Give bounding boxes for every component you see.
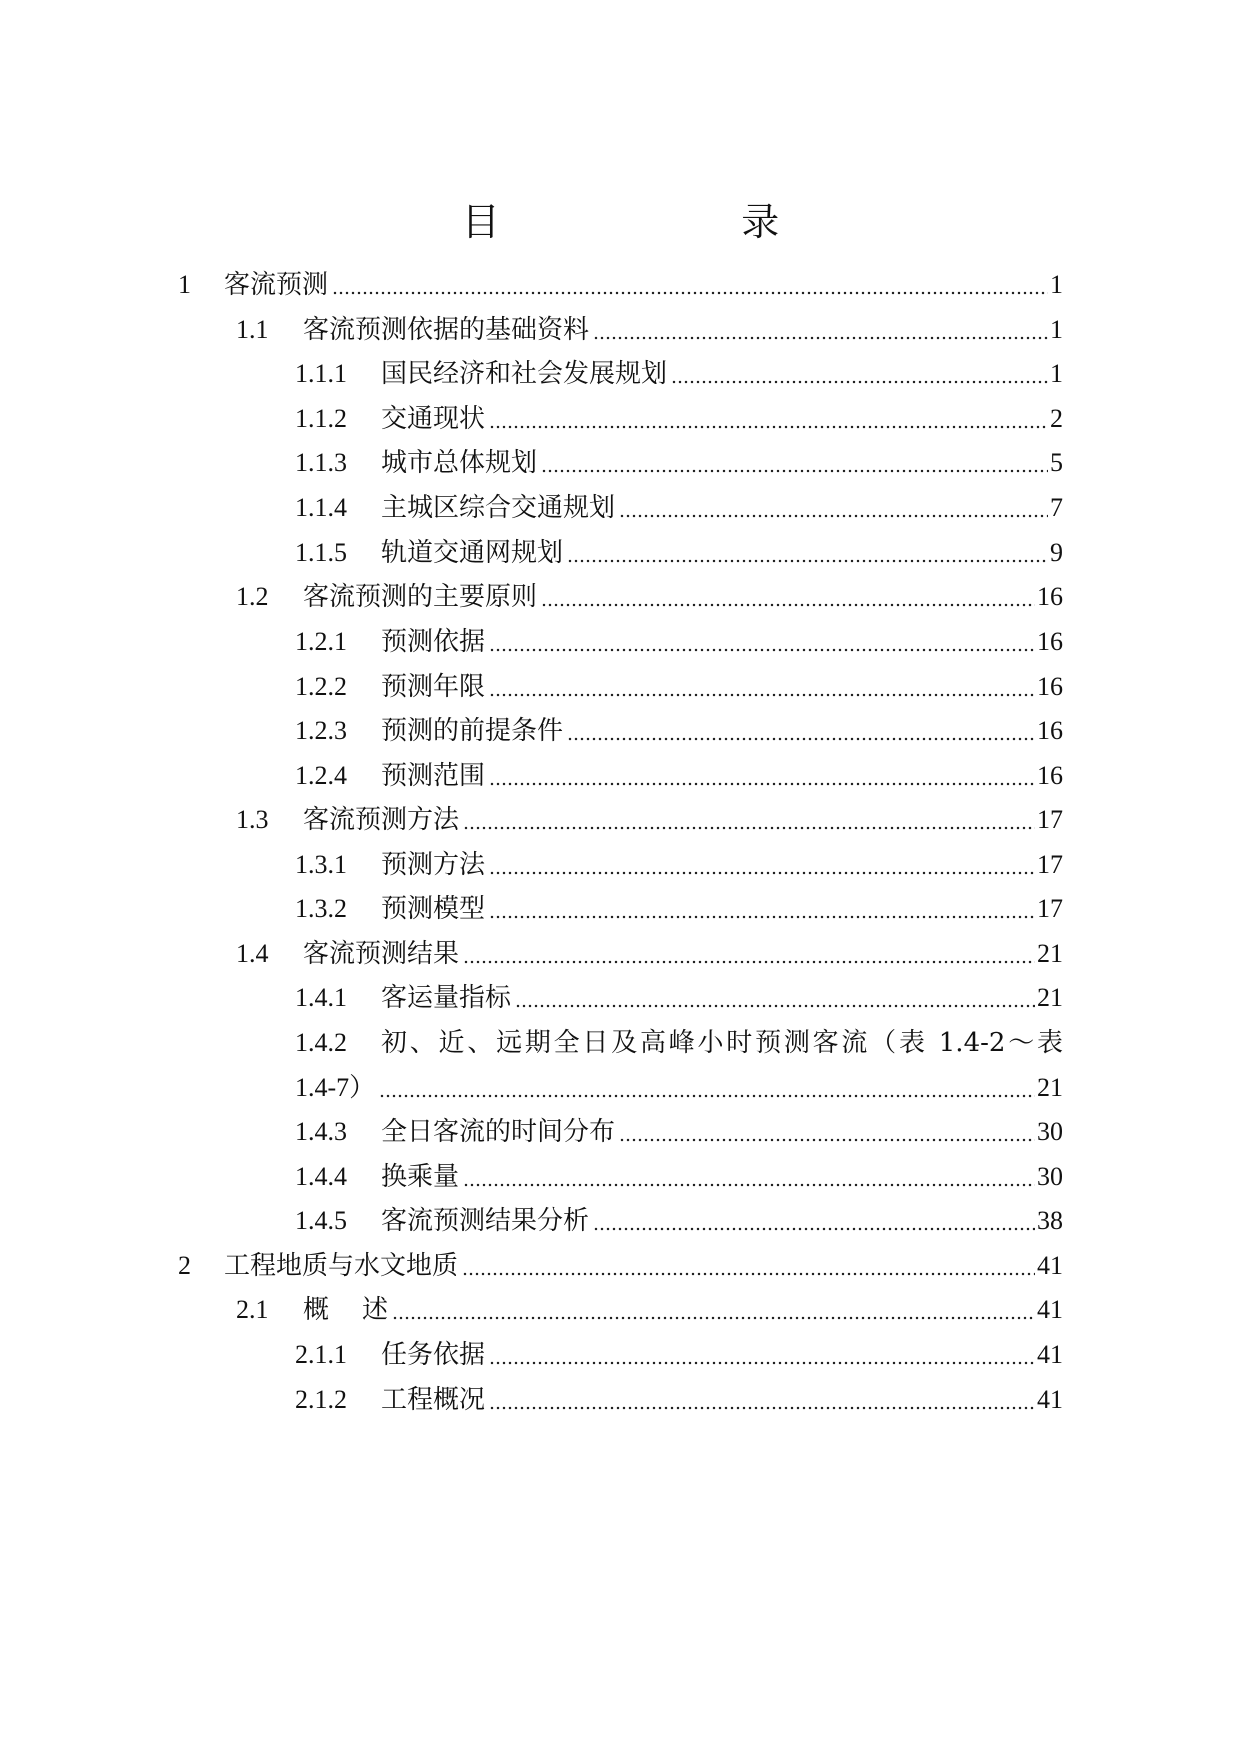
- toc-entry-page: 16: [1037, 582, 1063, 611]
- toc-entry-number: 1.4.2: [295, 1028, 347, 1057]
- toc-entry-page: 30: [1037, 1162, 1063, 1191]
- toc-entry-subsection[interactable]: [295, 832, 1063, 882]
- toc-entry-title: 任务依据: [381, 1340, 486, 1370]
- toc-entry-page: 2: [1050, 404, 1063, 433]
- toc-dot-leader: [567, 536, 1048, 564]
- toc-entry-title: 概 述: [303, 1295, 389, 1325]
- toc-entry-chapter-2[interactable]: [178, 1233, 1063, 1283]
- toc-dot-leader: [619, 491, 1048, 519]
- toc-dot-leader: [593, 313, 1048, 341]
- toc-dot-leader: [489, 625, 1035, 653]
- toc-entry-page: 30: [1037, 1117, 1063, 1146]
- toc-dot-leader: [619, 1115, 1035, 1143]
- toc-entry-title: 客流预测方法: [303, 805, 460, 835]
- toc-entry-title: 城市总体规划: [381, 448, 538, 478]
- toc-entry-number: 1.4.3: [295, 1117, 347, 1146]
- toc-entry-page: 17: [1037, 894, 1063, 923]
- toc-dot-leader: [489, 892, 1035, 920]
- toc-entry-number: 1.2.3: [295, 716, 347, 745]
- toc-entry-page: 16: [1037, 716, 1063, 745]
- toc-entry-number: 1: [178, 270, 191, 299]
- toc-entry-page: 9: [1050, 538, 1063, 567]
- toc-entry-page: 21: [1037, 939, 1063, 968]
- toc-entry-subsection[interactable]: [295, 1099, 1063, 1149]
- toc-entry-section[interactable]: [236, 787, 1063, 837]
- toc-entry-title: 交通现状: [381, 404, 486, 434]
- toc-entry-subsection-continuation[interactable]: [295, 1055, 1063, 1105]
- toc-entry-number: 1.4.4: [295, 1162, 347, 1191]
- toc-dot-leader: [392, 1293, 1035, 1321]
- toc-entry-page: 41: [1037, 1295, 1063, 1324]
- toc-entry-number: 2: [178, 1251, 191, 1280]
- toc-entry-chapter-1[interactable]: [178, 252, 1063, 302]
- toc-entry-title: 工程地质与水文地质: [224, 1251, 459, 1281]
- toc-dot-leader: [332, 268, 1048, 296]
- toc-entry-subsection[interactable]: [295, 1144, 1063, 1194]
- toc-entry-subsection[interactable]: [295, 743, 1063, 793]
- toc-entry-title: 预测的前提条件: [381, 716, 564, 746]
- toc-entry-subsection[interactable]: [295, 475, 1063, 525]
- toc-entry-section[interactable]: [236, 297, 1063, 347]
- toc-entry-title: 初、近、远期全日及高峰小时预测客流（表 1.4-2～表: [381, 1028, 1063, 1058]
- toc-entry-subsection-wrapped[interactable]: [295, 1010, 1063, 1060]
- toc-entry-page: 17: [1037, 850, 1063, 879]
- toc-dot-leader: [489, 759, 1035, 787]
- toc-entry-subsection[interactable]: [295, 386, 1063, 436]
- toc-entry-number: 1.4.1: [295, 983, 347, 1012]
- toc-entry-section[interactable]: [236, 1277, 1063, 1327]
- toc-dot-leader: [593, 1204, 1035, 1232]
- toc-dot-leader: [567, 714, 1035, 742]
- toc-entry-title: 国民经济和社会发展规划: [381, 359, 668, 389]
- toc-entry-title: 主城区综合交通规划: [381, 493, 616, 523]
- toc-entry-number: 1.1.3: [295, 448, 347, 477]
- toc-entry-page: 16: [1037, 761, 1063, 790]
- toc-entry-title: 预测年限: [381, 672, 486, 702]
- toc-entry-page: 1: [1050, 270, 1063, 299]
- toc-entry-title: 换乘量: [381, 1162, 460, 1192]
- toc-entry-number: 1.3.1: [295, 850, 347, 879]
- toc-entry-number: 1.2: [236, 582, 269, 611]
- toc-dot-leader: [671, 357, 1048, 385]
- toc-dot-leader: [462, 1249, 1035, 1277]
- toc-entry-title: 工程概况: [381, 1385, 486, 1415]
- toc-entry-number: 1.1.5: [295, 538, 347, 567]
- toc-entry-section[interactable]: [236, 921, 1063, 971]
- toc-entry-page: 41: [1037, 1385, 1063, 1414]
- toc-dot-leader: [515, 981, 1035, 1009]
- toc-entry-page: 38: [1037, 1206, 1063, 1235]
- toc-entry-page: 21: [1037, 983, 1063, 1012]
- toc-entry-number: 1.1.2: [295, 404, 347, 433]
- toc-dot-leader: [489, 1338, 1035, 1366]
- toc-entry-title-continuation: 1.4-7）: [295, 1073, 376, 1102]
- toc-entry-title: 客流预测依据的基础资料: [303, 315, 590, 345]
- toc-entry-number: 1.4.5: [295, 1206, 347, 1235]
- toc-dot-leader: [379, 1071, 1035, 1099]
- toc-entry-number: 1.3: [236, 805, 269, 834]
- toc-entry-subsection[interactable]: [295, 520, 1063, 570]
- toc-dot-leader: [463, 937, 1035, 965]
- toc-entry-title: 轨道交通网规划: [381, 538, 564, 568]
- toc-entry-page: 1: [1050, 315, 1063, 344]
- toc-entry-title: 客流预测结果: [303, 939, 460, 969]
- toc-entry-number: 1.3.2: [295, 894, 347, 923]
- toc-entry-subsection[interactable]: [295, 1188, 1063, 1238]
- toc-entry-number: 2.1.2: [295, 1385, 347, 1414]
- toc-entry-subsection[interactable]: [295, 965, 1063, 1015]
- toc-entry-page: 16: [1037, 627, 1063, 656]
- toc-entry-number: 1.1: [236, 315, 269, 344]
- toc-entry-number: 1.2.2: [295, 672, 347, 701]
- toc-dot-leader: [489, 1383, 1035, 1411]
- toc-entry-number: 2.1: [236, 1295, 269, 1324]
- toc-entry-subsection[interactable]: [295, 341, 1063, 391]
- toc-entry-subsection[interactable]: [295, 1322, 1063, 1372]
- toc-entry-subsection[interactable]: [295, 430, 1063, 480]
- toc-dot-leader: [463, 803, 1035, 831]
- toc-entry-title: 预测范围: [381, 761, 486, 791]
- toc-entry-page: 21: [1037, 1073, 1063, 1102]
- toc-entry-title: 全日客流的时间分布: [381, 1117, 616, 1147]
- toc-entry-title: 预测模型: [381, 894, 486, 924]
- toc-entry-title: 客流预测: [224, 270, 329, 300]
- toc-entry-number: 1.1.1: [295, 359, 347, 388]
- toc-entry-page: 5: [1050, 448, 1063, 477]
- toc-dot-leader: [541, 446, 1048, 474]
- toc-entry-subsection[interactable]: [295, 1367, 1063, 1417]
- toc-entry-page: 41: [1037, 1340, 1063, 1369]
- toc-entry-page: 17: [1037, 805, 1063, 834]
- toc-entry-number: 1.2.4: [295, 761, 347, 790]
- toc-entry-section[interactable]: [236, 564, 1063, 614]
- toc-entry-page: 1: [1050, 359, 1063, 388]
- toc-dot-leader: [489, 848, 1035, 876]
- toc-entry-title: 客流预测结果分析: [381, 1206, 590, 1236]
- toc-entry-page: 7: [1050, 493, 1063, 522]
- toc-entry-number: 1.1.4: [295, 493, 347, 522]
- toc-dot-leader: [489, 670, 1035, 698]
- toc-entry-title: 预测方法: [381, 850, 486, 880]
- page-title: 目 录: [461, 200, 780, 244]
- toc-entry-page: 41: [1037, 1251, 1063, 1280]
- toc-entry-subsection[interactable]: [295, 654, 1063, 704]
- toc-entry-number: 2.1.1: [295, 1340, 347, 1369]
- toc-entry-page: 16: [1037, 672, 1063, 701]
- toc-dot-leader: [541, 580, 1035, 608]
- toc-entry-subsection[interactable]: [295, 698, 1063, 748]
- toc-entry-title: 客运量指标: [381, 983, 512, 1013]
- toc-entry-subsection[interactable]: [295, 609, 1063, 659]
- toc-entry-subsection[interactable]: [295, 876, 1063, 926]
- toc-entry-title: 客流预测的主要原则: [303, 582, 538, 612]
- toc-entry-number: 1.4: [236, 939, 269, 968]
- toc-entry-number: 1.2.1: [295, 627, 347, 656]
- toc-entry-title: 预测依据: [381, 627, 486, 657]
- toc-dot-leader: [463, 1160, 1035, 1188]
- toc-dot-leader: [489, 402, 1048, 430]
